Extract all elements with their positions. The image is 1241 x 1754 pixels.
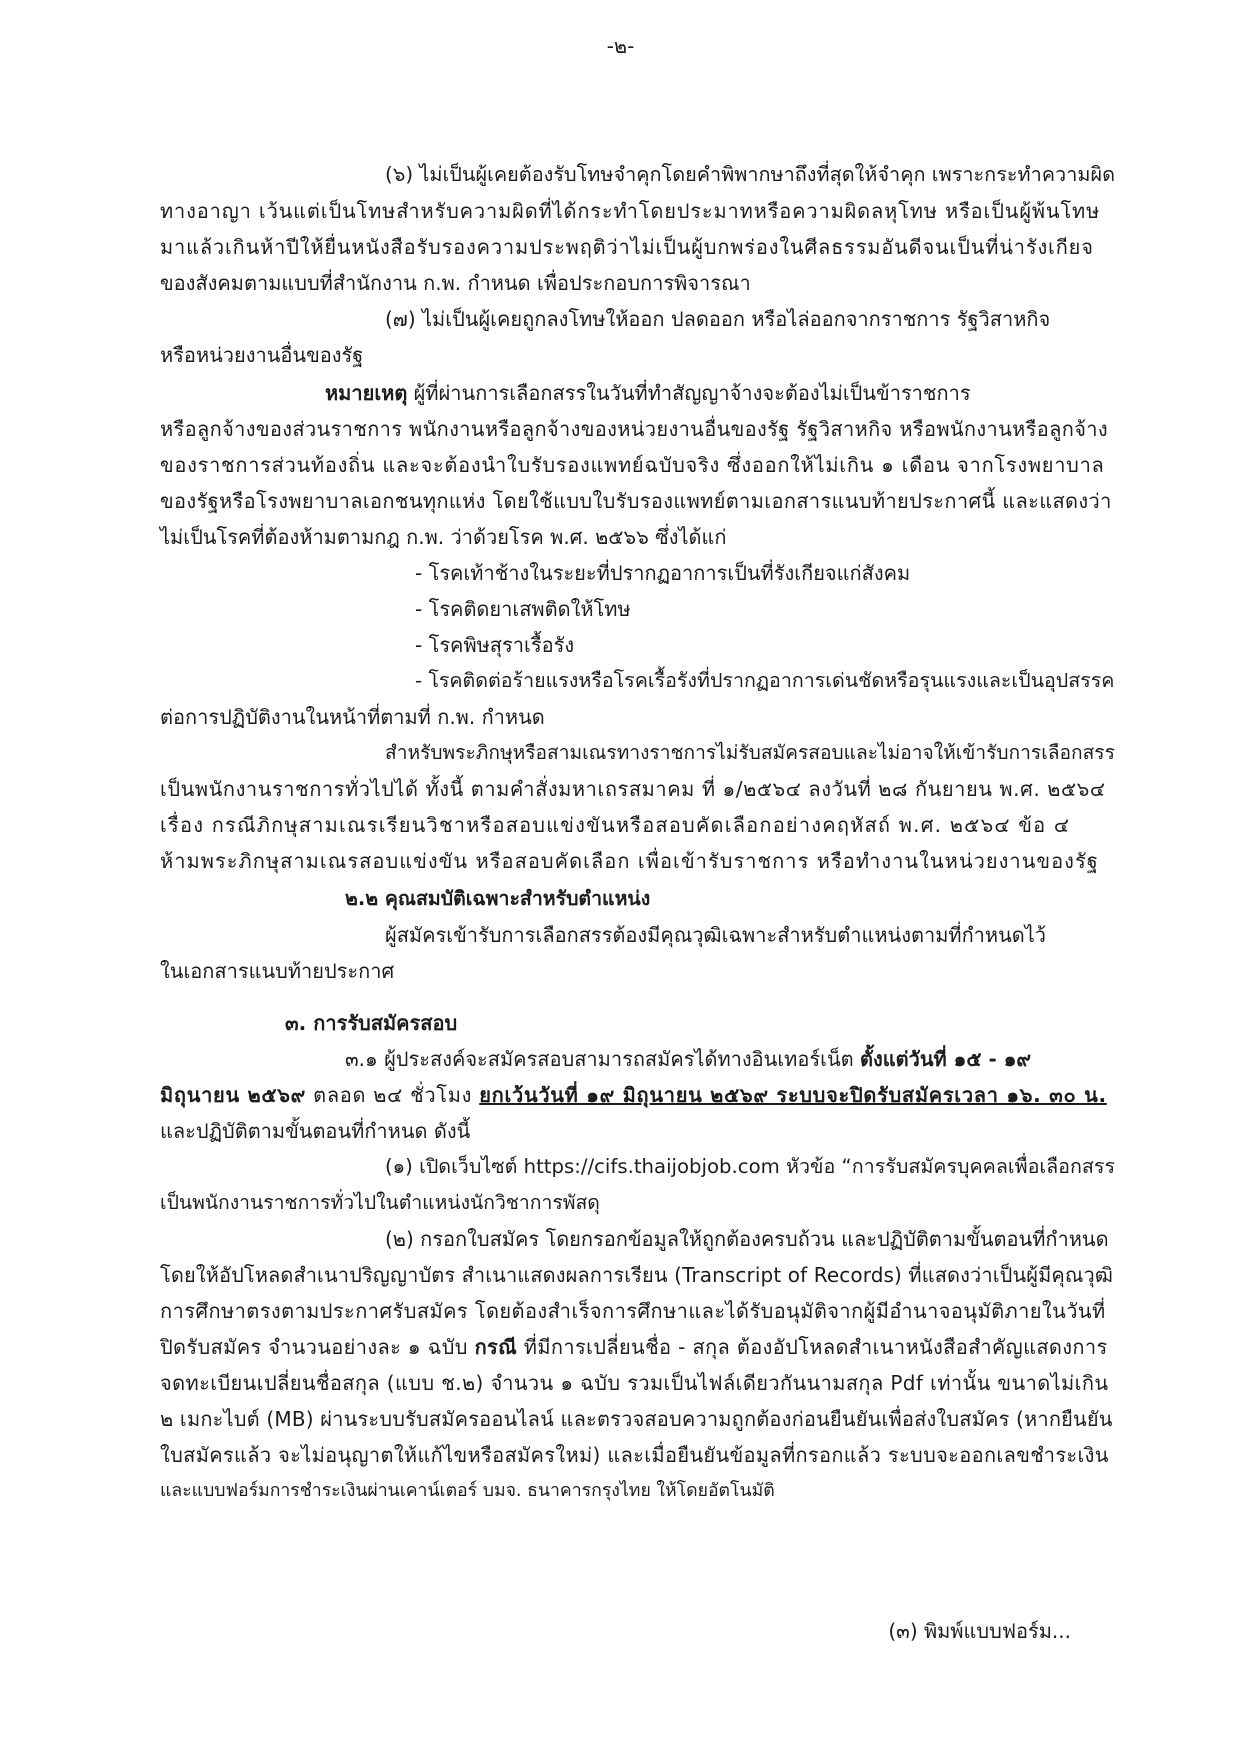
- text-line: [160, 486, 1112, 516]
- text-line: [160, 810, 1070, 840]
- text-line: [285, 1008, 457, 1038]
- text-segment: (๑) เปิดเว็บไซต์ https://cifs.thaijobjob.com หัวข้อ “การรับสมัครบุคคลเพื่อเลือกสรร: [385, 1155, 1116, 1178]
- text-segment: ในเอกสารแนบท้ายประกาศ: [160, 959, 395, 983]
- text-line: [160, 1188, 600, 1218]
- text-line: [160, 340, 363, 370]
- text-segment: ๓. การรับสมัครสอบ: [285, 1011, 458, 1035]
- text-line: [160, 268, 751, 298]
- text-line: [160, 702, 545, 732]
- text-line: [325, 378, 971, 408]
- text-line: [415, 558, 910, 588]
- text-line: [385, 1152, 1115, 1182]
- text-segment: ๒ เมกะไบต์ (MB) ผ่านระบบรับสมัครออนไลน์ และตรวจสอบความถูกต้องก่อนยืนยันเพื่อส่งใบสมัคร (หากยืนยัน: [160, 1407, 1113, 1431]
- text-segment: ๒.๒ คุณสมบัติเฉพาะสำหรับตำแหน่ง: [345, 887, 651, 910]
- text-segment: ไม่เป็นโรคที่ต้องห้ามตามกฎ ก.พ. ว่าด้วยโรค พ.ศ. ๒๕๖๖ ซึ่งได้แก่: [160, 525, 727, 549]
- text-line: [160, 1476, 775, 1506]
- text-line: [160, 1116, 470, 1146]
- text-segment: ของราชการส่วนท้องถิ่น และจะต้องนำใบรับรองแพทย์ฉบับจริง ซึ่งออกให้ไม่เกิน ๑ เดือน จากโรงพยาบาล: [160, 453, 1105, 477]
- text-segment: หมายเหตุ: [325, 381, 408, 405]
- text-segment: มาแล้วเกินห้าปีให้ยื่นหนังสือรับรองความประพฤติว่าไม่เป็นผู้บกพร่องในศีลธรรมอันดีจนเป็นที่น่ารังเกียจ: [160, 235, 1094, 259]
- text-line: [160, 846, 1099, 876]
- text-line: [385, 1224, 1109, 1254]
- text-line: [415, 666, 1114, 696]
- text-line: [160, 1332, 1108, 1362]
- text-segment: เป็นพนักงานราชการทั่วไปในตำแหน่งนักวิชาการพัสดุ: [160, 1191, 600, 1214]
- text-line: [385, 160, 1115, 190]
- text-segment: ต่อการปฏิบัติงานในหน้าที่ตามที่ ก.พ. กำหนด: [160, 705, 545, 729]
- text-line: [385, 304, 1050, 334]
- text-segment: เรื่อง กรณีภิกษุสามเณรเรียนวิชาหรือสอบแข่งขันหรือสอบคัดเลือกอย่างคฤหัสถ์ พ.ศ. ๒๕๖๔ ข้อ ๔: [160, 813, 1071, 837]
- text-segment: - โรคพิษสุราเรื้อรัง: [415, 633, 575, 657]
- text-segment: ห้ามพระภิกษุสามเณรสอบแข่งขัน หรือสอบคัดเลือก เพื่อเข้ารับราชการ หรือทำงานในหน่วยงานของรัฐ: [160, 849, 1099, 873]
- text-line: [160, 1404, 1113, 1434]
- text-segment: ใบสมัครแล้ว จะไม่อนุญาตให้แก้ไขหรือสมัครใหม่) และเมื่อยืนยันข้อมูลที่กรอกแล้ว ระบบจะออกเลขชำระเงิน: [160, 1443, 1109, 1467]
- text-line: [385, 738, 1115, 768]
- text-segment: ผู้สมัครเข้ารับการเลือกสรรต้องมีคุณวุฒิเฉพาะสำหรับตำแหน่งตามที่กำหนดไว้: [385, 923, 1047, 947]
- text-segment: ปิดรับสมัคร จำนวนอย่างละ ๑ ฉบับ: [160, 1335, 475, 1359]
- text-line: [160, 1368, 1108, 1398]
- text-line: [345, 1044, 1031, 1074]
- text-segment: ที่มีการเปลี่ยนชื่อ - สกุล ต้องอัปโหลดสำเนาหนังสือสำคัญแสดงการ: [517, 1335, 1108, 1359]
- text-segment: การศึกษาตรงตามประกาศรับสมัคร โดยต้องสำเร็จการศึกษาและได้รับอนุมัติจากผู้มีอำนาจอนุมัติภายในวันที่: [160, 1299, 1106, 1323]
- text-segment: ของรัฐหรือโรงพยาบาลเอกชนทุกแห่ง โดยใช้แบบใบรับรองแพทย์ตามเอกสารแนบท้ายประกาศนี้ และแสดงว่า: [160, 489, 1112, 513]
- text-line: [160, 774, 1106, 804]
- text-segment: - โรคติดต่อร้ายแรงหรือโรคเรื้อรังที่ปรากฏอาการเด่นชัดหรือรุนแรงและเป็นอุปสรรค: [415, 669, 1115, 692]
- text-line: [160, 522, 727, 552]
- text-segment: ตั้งแต่วันที่ ๑๕ - ๑๙: [859, 1047, 1032, 1071]
- text-segment: ทางอาญา เว้นแต่เป็นโทษสำหรับความผิดที่ได้กระทำโดยประมาทหรือความผิดลหุโทษ หรือเป็นผู้พ้นโทษ: [160, 199, 1101, 223]
- text-line: [160, 1260, 1113, 1290]
- page-number: -๒-: [606, 34, 635, 58]
- text-line: [160, 1440, 1109, 1470]
- text-segment: ผู้ที่ผ่านการเลือกสรรในวันที่ทำสัญญาจ้างจะต้องไม่เป็นข้าราชการ: [407, 381, 971, 405]
- text-segment: - โรคเท้าช้างในระยะที่ปรากฏอาการเป็นที่รังเกียจแก่สังคม: [415, 561, 911, 585]
- text-line: [160, 232, 1094, 262]
- text-segment: (๖) ไม่เป็นผู้เคยต้องรับโทษจำคุกโดยคำพิพากษาถึงที่สุดให้จำคุก เพราะกระทำความผิด: [385, 163, 1115, 186]
- text-segment: (๗) ไม่เป็นผู้เคยถูกลงโทษให้ออก ปลดออก หรือไล่ออกจากราชการ รัฐวิสาหกิจ: [385, 307, 1051, 331]
- text-segment: และแบบฟอร์มการชำระเงินผ่านเคาน์เตอร์ บมจ. ธนาคารกรุงไทย ให้โดยอัตโนมัติ: [160, 1481, 775, 1501]
- text-segment: กรณี: [474, 1335, 518, 1359]
- text-line: [160, 1080, 1107, 1110]
- text-segment: เป็นพนักงานราชการทั่วไปได้ ทั้งนี้ ตามคำสั่งมหาเถรสมาคม ที่ ๑/๒๕๖๔ ลงวันที่ ๒๘ กันยายน พ.ศ. ๒๕๖๔: [160, 777, 1106, 801]
- continuation-footer: (๓) พิมพ์แบบฟอร์ม...: [888, 1619, 1071, 1643]
- text-segment: โดยให้อัปโหลดสำเนาปริญญาบัตร สำเนาแสดงผลการเรียน (Transcript of Records) ที่แสดงว่าเป็นผู้มีคุณวุฒิ: [160, 1263, 1114, 1287]
- text-segment: ๓.๑ ผู้ประสงค์จะสมัครสอบสามารถสมัครได้ทางอินเทอร์เน็ต: [345, 1047, 860, 1071]
- text-segment: หรือหน่วยงานอื่นของรัฐ: [160, 343, 364, 367]
- text-segment: และปฏิบัติตามขั้นตอนที่กำหนด ดังนี้: [160, 1119, 471, 1143]
- text-line: [160, 956, 394, 986]
- text-segment: (๒) กรอกใบสมัคร โดยกรอกข้อมูลให้ถูกต้องครบถ้วน และปฏิบัติตามขั้นตอนที่กำหนด: [385, 1227, 1109, 1251]
- text-line: [385, 920, 1046, 950]
- text-segment: สำหรับพระภิกษุหรือสามเณรทางราชการไม่รับสมัครสอบและไม่อาจให้เข้ารับการเลือกสรร: [385, 741, 1115, 764]
- text-segment: หรือลูกจ้างของส่วนราชการ พนักงานหรือลูกจ้างของหน่วยงานอื่นของรัฐ รัฐวิสาหกิจ หรือพนักงานหรือลูกจ้าง: [160, 417, 1109, 441]
- text-line: [160, 414, 1108, 444]
- text-segment: ของสังคมตามแบบที่สำนักงาน ก.พ. กำหนด เพื่อประกอบการพิจารณา: [160, 271, 751, 295]
- text-segment: - โรคติดยาเสพติดให้โทษ: [415, 597, 631, 621]
- text-line: [160, 450, 1105, 480]
- text-line: [415, 594, 631, 624]
- text-line: [345, 884, 650, 914]
- text-line: [160, 1296, 1106, 1326]
- text-segment: จดทะเบียนเปลี่ยนชื่อสกุล (แบบ ช.๒) จำนวน ๑ ฉบับ รวมเป็นไฟล์เดียวกันนามสกุล Pdf เท่านั้น ขนาดไม่เกิน: [160, 1371, 1109, 1395]
- text-segment: ตลอด ๒๔ ชั่วโมง: [306, 1083, 480, 1107]
- text-line: [160, 196, 1100, 226]
- text-line: [415, 630, 574, 660]
- text-segment: มิถุนายน ๒๕๖๙: [160, 1083, 307, 1107]
- text-segment: ยกเว้นวันที่ ๑๙ มิถุนายน ๒๕๖๙ ระบบจะปิดรับสมัครเวลา ๑๖. ๓๐ น.: [479, 1083, 1107, 1107]
